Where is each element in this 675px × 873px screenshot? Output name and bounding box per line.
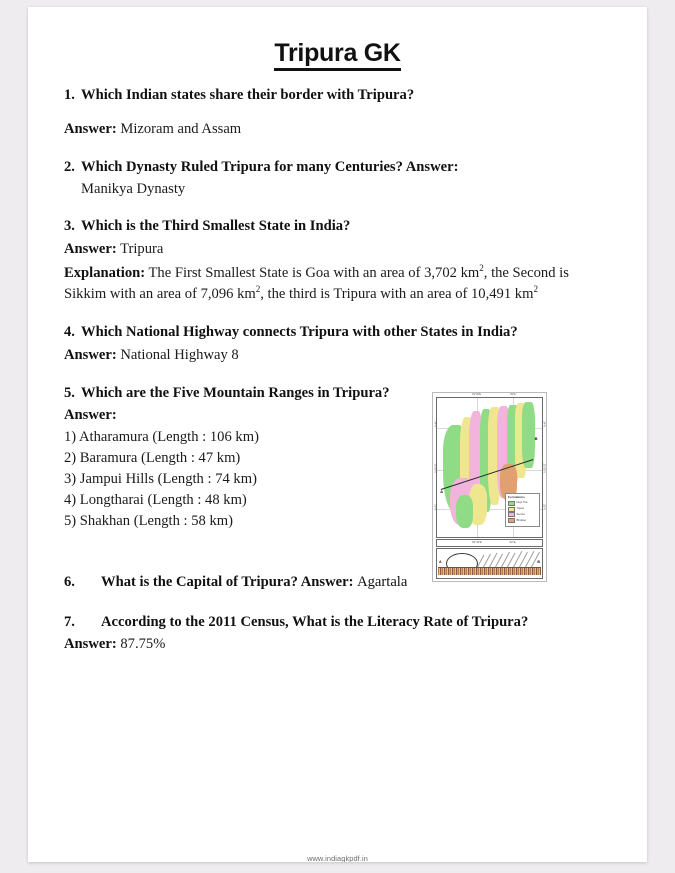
- answer-4: [64, 345, 611, 366]
- question-4: [64, 322, 611, 343]
- answer-3-text: Tripura: [120, 241, 164, 258]
- map-legend-row: [508, 507, 537, 512]
- cross-section-label-a: A: [439, 560, 442, 565]
- map-left-ticks: [433, 401, 437, 531]
- question-2: [64, 157, 611, 178]
- question-5-text: Which are the Five Mountain Ranges in Tripura?: [81, 384, 390, 401]
- qa-item-1: [64, 85, 611, 140]
- map-cross-section: [436, 548, 543, 579]
- answer-7-text: 87.75%: [120, 636, 166, 653]
- answer-7: [64, 634, 611, 655]
- qa-item-4: [64, 322, 611, 365]
- question-6-number: 6.: [64, 574, 75, 590]
- map-legend-swatch: [508, 518, 515, 523]
- question-1-number: 1.: [64, 86, 75, 103]
- map-plot-area: [436, 397, 543, 538]
- map-legend: [505, 493, 540, 527]
- question-4-number: 4.: [64, 324, 75, 341]
- page-title-text: Tripura GK: [274, 39, 400, 71]
- question-1-text: Which Indian states share their border with Tripura?: [81, 86, 415, 103]
- question-3: [64, 216, 611, 237]
- superscript-2: 2: [255, 284, 261, 295]
- map-legend-label: Bhuban: [516, 517, 527, 522]
- map-legend-title: Formations: [508, 495, 525, 500]
- map-formation-band: [456, 495, 473, 528]
- question-3-number: 3.: [64, 218, 75, 235]
- list-item: 5) Shakhan (Length : 58 km): [64, 513, 234, 529]
- superscript-2: 2: [533, 284, 538, 295]
- map-tick-x2: 92°E: [510, 392, 516, 396]
- map-tick-y2: 23°30'N: [542, 463, 546, 473]
- answer-1-text: Mizoram and Assam: [120, 121, 242, 138]
- map-legend-row: [508, 518, 537, 523]
- question-7-number: 7.: [64, 613, 75, 630]
- map-transect-label-b: B: [534, 436, 538, 442]
- question-2-number: 2.: [64, 158, 75, 175]
- question-3-text: Which is the Third Smallest State in India?: [81, 218, 351, 235]
- map-legend-swatch: [508, 512, 515, 517]
- answer-label: Answer:: [64, 346, 117, 363]
- page-content: [28, 40, 647, 862]
- geological-map-figure: [432, 392, 547, 582]
- answer-label: Answer:: [64, 121, 117, 138]
- answer-label: Answer:: [64, 636, 117, 653]
- map-tick-y2: 23°30'N: [433, 463, 437, 473]
- list-item: 3) Jampui Hills (Length : 74 km): [64, 471, 257, 487]
- map-tick-y1: 24°N: [542, 421, 546, 427]
- map-tick-y1: 24°N: [433, 421, 437, 427]
- answer-3: [64, 239, 611, 260]
- answer-1: [64, 119, 611, 140]
- explanation-3-part2: , the Second is Sikkim with an area of 7,096 km: [64, 264, 569, 302]
- cross-section-strata: [438, 567, 541, 575]
- map-tick-y3: 23°N: [542, 504, 546, 510]
- map-legend-label: Surma: [516, 511, 525, 516]
- map-tick-y3: 23°N: [433, 504, 437, 510]
- answer-4-text: National Highway 8: [120, 346, 239, 363]
- map-legend-label: Tipam: [516, 506, 525, 511]
- list-item: 1) Atharamura (Length : 106 km): [64, 429, 259, 445]
- map-scale-tick-2: 92°E: [509, 539, 516, 544]
- qa-item-3: [64, 216, 611, 305]
- map-legend-row: [508, 512, 537, 517]
- explanation-3: [64, 263, 611, 305]
- question-6-label: What is the Capital of Tripura? Answer:: [101, 574, 354, 590]
- superscript-2: 2: [479, 262, 484, 273]
- page-title: [64, 40, 611, 68]
- question-7-text: According to the 2011 Census, What is the Literacy Rate of Tripura?: [101, 613, 529, 630]
- explanation-3-part1: The First Smallest State is Goa with an area of 3,702 km: [145, 264, 480, 281]
- answer-6-text: Agartala: [357, 574, 408, 590]
- explanation-label: Explanation:: [64, 264, 146, 281]
- page-footer: www.indiagkpdf.in: [307, 854, 368, 862]
- map-scale-tick-1: 91°30'E: [472, 539, 482, 544]
- qa-item-7: [64, 612, 611, 655]
- cross-section-label-b: B: [537, 560, 540, 565]
- answer-2: Manikya Dynasty: [81, 180, 186, 197]
- question-2-text: Which Dynasty Ruled Tripura for many Centuries? Answer:: [81, 158, 459, 175]
- map-legend-label: Dupi Tila: [516, 500, 528, 505]
- map-legend-swatch: [508, 501, 515, 506]
- document-page: [28, 7, 647, 862]
- map-bottom-ticks: [436, 539, 543, 547]
- map-transect-label-a: A: [440, 489, 444, 495]
- question-4-text: Which National Highway connects Tripura with other States in India?: [81, 324, 518, 341]
- map-legend-row: [508, 501, 537, 506]
- question-1: [64, 85, 611, 106]
- answer-label: Answer:: [64, 407, 117, 424]
- map-right-ticks: [542, 401, 546, 531]
- qa-item-5: [64, 383, 611, 565]
- question-5-number: 5.: [64, 384, 75, 401]
- map-tick-x1: 91°30'E: [472, 392, 482, 396]
- answer-label: Answer:: [64, 241, 117, 258]
- qa-item-2: [64, 157, 611, 199]
- explanation-3-part3: , the third is Tripura with an area of 10,491 km: [260, 285, 534, 302]
- list-item: 4) Longtharai (Length : 48 km): [64, 492, 247, 508]
- question-7: [64, 612, 611, 633]
- list-item: 2) Baramura (Length : 47 km): [64, 450, 241, 466]
- map-legend-swatch: [508, 507, 515, 512]
